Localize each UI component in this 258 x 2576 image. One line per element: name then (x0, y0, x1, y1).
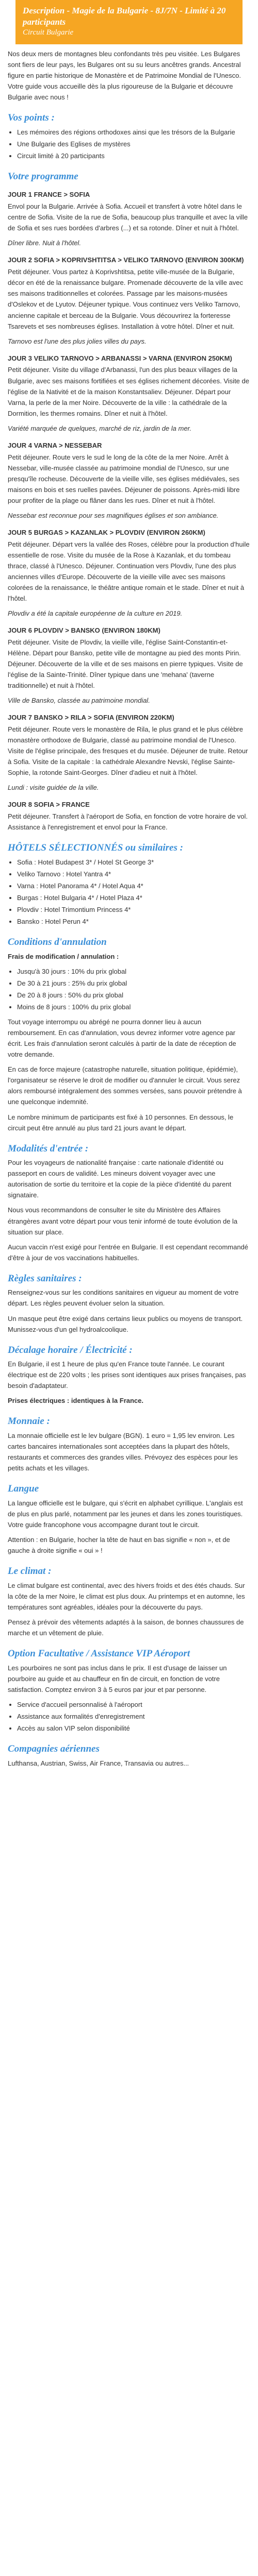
points-title: Vos points : (8, 112, 55, 123)
day-2-note: Tarnovo est l'une des plus jolies villes du pays. (8, 337, 147, 345)
conditions-list (8, 966, 250, 1012)
day-3-note: Variété marquée de quelques, marché de riz, jardin de la mer. (8, 424, 192, 432)
day-5-note: Plovdiv a été la capitale européenne de la culture en 2019. (8, 609, 183, 618)
langue-text: La langue officielle est le bulgare, qui s'écrit en alphabet cyrillique. L'anglais est de plus en plus parlé, notamment par les jeunes et dans les zones touristiques. Votre guide francophone vous accompagne durant tout le circuit. (8, 1499, 243, 1529)
day-6-title: JOUR 6 PLOVDIV > BANSKO (ENVIRON 180KM) (8, 626, 160, 635)
page-title: Description - Magie de la Bulgarie - 8J/7N - Limité à 20 participants (23, 6, 226, 27)
day-8-text: Petit déjeuner. Transfert à l'aéroport de Sofia, en fonction de votre horaire de vol. Assistance à l'enregistrement et envol pour la France. (8, 812, 248, 832)
regles-text: Renseignez-vous sur les conditions sanitaires en vigueur au moment de votre départ. Les règles peuvent évoluer selon la situation. (8, 1289, 239, 1308)
climat-text-2: Pensez à prévoir des vêtements adaptés à la saison, de bonnes chaussures de marche et un vêtement de pluie. (8, 1618, 244, 1637)
conditions-text-3: Le nombre minimum de participants est fixé à 10 personnes. En dessous, le circuit peut être annulé au plus tard 21 jours avant le départ. (8, 1113, 234, 1132)
day-5-title: JOUR 5 BURGAS > KAZANLAK > PLOVDIV (ENVIRON 260KM) (8, 528, 205, 536)
langue-title: Langue (8, 1483, 39, 1495)
list-item: • De 20 à 8 jours : 50% du prix global (17, 990, 250, 1001)
modalites-text-2: Nous vous recommandons de consulter le site du Ministère des Affaires étrangères avant votre départ pour vous tenir informé de toute évolution de la situation sur place. (8, 1206, 238, 1236)
modalites-text-3: Aucun vaccin n'est exigé pour l'entrée en Bulgarie. Il est cependant recommandé d'être à jour de vos vaccinations habituelles. (8, 1243, 249, 1262)
day-1-text: Envol pour la Bulgarie. Arrivée à Sofia. Accueil et transfert à votre hôtel dans le centre de Sofia. Visite de la rue de Sofia, beaucoup plus tranquille et avec la ville de Sofia et ses rues bordées d'arbres (...) et sa rotonde. Dîner et nuit à l'hôtel. (8, 202, 248, 232)
day-2-text: Petit déjeuner. Vous partez à Koprivshtitsa, petite ville-musée de la Bulgarie, décor en été de la renaissance bulgare. Promenade découverte de la ville avec ses maisons traditionnelles et colorées. Passage par les maisons-musées d'Oslekov et de Lyutov. Déjeuner typique. Vous continuez vers Veliko Tarnovo, ancienne capitale et berceau de la Bulgarie. Vous découvrirez la forteresse Tsarevets et ses nombreuses églises. Installation à votre hôtel. Dîner et nuit. (8, 268, 244, 330)
day-7-title: JOUR 7 BANSKO > RILA > SOFIA (ENVIRON 220KM) (8, 714, 174, 722)
list-item: • Circuit limité à 20 participants (17, 150, 250, 161)
pourboires-text: Les pourboires ne sont pas inclus dans le prix. Il est d'usage de laisser un pourboire au guide et au chauffeur en fin de circuit, en fonction de votre satisfaction. Comptez environ 3 à 5 euros par jour et par personne. (8, 1664, 227, 1693)
decalage-text-2: Prises électriques : identiques à la France. (8, 1397, 143, 1405)
decalage-text: En Bulgarie, il est 1 heure de plus qu'en France toute l'année. Le courant électrique est de 220 volts ; les prises sont identiques aux prises françaises, pas besoin d'adaptateur. (8, 1360, 246, 1390)
hotel-item: • Varna : Hotel Panorama 4* / Hotel Aqua 4* (17, 880, 250, 891)
list-item: • Assistance aux formalités d'enregistrement (17, 1711, 250, 1722)
page-subtitle: Circuit Bulgarie (23, 28, 74, 37)
modalites-title: Modalités d'entrée : (8, 1143, 89, 1154)
day-4-title: JOUR 4 VARNA > NESSEBAR (8, 441, 102, 449)
monnaie-text: La monnaie officielle est le lev bulgare (BGN). 1 euro = 1,95 lev environ. Les cartes bancaires internationales sont acceptées dans la plupart des hôtels, restaurants et commerces des grandes villes. Prévoyez des espèces pour les petits achats et les villages. (8, 1432, 238, 1472)
list-item: • Moins de 8 jours : 100% du prix global (17, 1002, 250, 1012)
hotels-list (8, 857, 250, 927)
day-3-text: Petit déjeuner. Visite du village d'Arbanassi, l'un des plus beaux villages de la Bulgarie, avec ses maisons fortifiées et ses églises richement décorées. Visite de l'église de la Nativité et de la maison Konstantsaliev. Déjeuner. Départ pour Varna, la perle de la mer Noire. Découverte de la ville : la cathédrale de la Dormition, les thermes romains. Dîner et nuit à l'hôtel. (8, 366, 249, 417)
day-2-title: JOUR 2 SOFIA > KOPRIVSHTITSA > VELIKO TARNOVO (ENVIRON 300KM) (8, 256, 244, 264)
list-item: • Une Bulgarie des Eglises de mystères (17, 139, 250, 149)
day-3-title: JOUR 3 VELIKO TARNOVO > ARBANASSI > VARNA (ENVIRON 250KM) (8, 354, 232, 362)
content (8, 48, 250, 1769)
conditions-intro: Frais de modification / annulation : (8, 952, 119, 960)
monnaie-title: Monnaie : (8, 1416, 50, 1427)
points-list (8, 127, 250, 161)
regles-title: Règles sanitaires : (8, 1273, 82, 1284)
intro-text: Nos deux mers de montagnes bleu confondants très peu visitée. Les Bulgares sont fiers de leur pays, les Bulgares ont su su leurs ancêtres grands. Ancestral figure en partie historique de Monastère et de Patrimoine Mondial de l'Unesco. Votre guide vous accueille dès la plus rigoureuse de la Bulgarie et découvre Bulgarie avec nous ! (8, 49, 241, 101)
decalage-title: Décalage horaire / Électricité : (8, 1344, 133, 1355)
day-1-title: JOUR 1 FRANCE > SOFIA (8, 191, 90, 199)
day-4-note: Nessebar est reconnue pour ses magnifiques églises et son ambiance. (8, 511, 219, 519)
compagnies-title: Compagnies aériennes (8, 1743, 100, 1755)
pourboires-list (8, 1699, 250, 1734)
day-6-text: Petit déjeuner. Visite de Plovdiv, la vieille ville, l'église Saint-Constantin-et-Hélène. Départ pour Bansko, petite ville de montagne au pied des monts Pirin. Déjeuner. Découverte de la ville et de ses maisons en pierre typiques. Visite de l'église de la Sainte-Trinité. Dîner typique dans une 'mehana' (taverne traditionnelle) et nuit à l'hôtel. (8, 638, 243, 690)
list-item: • Jusqu'à 30 jours : 10% du prix global (17, 966, 250, 977)
list-item: • Les mémoires des régions orthodoxes ainsi que les trésors de la Bulgarie (17, 127, 250, 138)
pourboires-title: Option Facultative / Assistance VIP Aéroport (8, 1648, 190, 1659)
climat-title: Le climat : (8, 1566, 52, 1577)
day-7-text: Petit déjeuner. Route vers le monastère de Rila, le plus grand et le plus célèbre monastère orthodoxe de Bulgarie, classé au patrimoine mondial de l'Unesco. Visite de l'église principale, des fresques et du musée. Déjeuner de truite. Retour à Sofia. Visite de la capitale : la cathédrale Alexandre Nevski, l'église Sainte-Sophie, la rotonde Saint-Georges. Dîner d'adieu et nuit à l'hôtel. (8, 725, 248, 777)
compagnies-text: Lufthansa, Austrian, Swiss, Air France, Transavia ou autres... (8, 1759, 189, 1767)
day-6-note: Ville de Bansko, classée au patrimoine mondial. (8, 697, 150, 705)
list-item: • De 30 à 21 jours : 25% du prix global (17, 978, 250, 989)
hotel-item: • Burgas : Hotel Bulgaria 4* / Hotel Plaza 4* (17, 892, 250, 903)
list-item: • Service d'accueil personnalisé à l'aéroport (17, 1699, 250, 1710)
conditions-text: Tout voyage interrompu ou abrégé ne pourra donner lieu à aucun remboursement. En cas d'annulation, vous devrez informer votre agence par écrit. Les frais d'annulation seront calculés à partir de la date de réception de votre demande. (8, 1018, 236, 1059)
hotel-item: • Veliko Tarnovo : Hotel Yantra 4* (17, 869, 250, 879)
day-5-text: Petit déjeuner. Départ vers la vallée des Roses, célèbre pour la production d'huile essentielle de rose. Visite du musée de la Rose à Kazanlak, et du tombeau thrace, classé à l'Unesco. Déjeuner. Continuation vers Plovdiv, l'une des plus anciennes villes d'Europe. Découverte de la vieille ville avec ses maisons colorées de la renaissance, le théâtre antique romain et le stade. Dîner et nuit à l'hôtel. (8, 540, 250, 602)
conditions-text-2: En cas de force majeure (catastrophe naturelle, situation politique, épidémie), l'organisateur se réserve le droit de modifier ou d'annuler le circuit. Vous serez alors remboursé intégralement des sommes versées, sans pouvoir prétendre à une quelconque indemnité. (8, 1065, 242, 1106)
day-1-note: Dîner libre. Nuit à l'hôtel. (8, 239, 81, 247)
hotel-item: • Sofia : Hotel Budapest 3* / Hotel St George 3* (17, 857, 250, 868)
climat-text: Le climat bulgare est continental, avec des hivers froids et des étés chauds. Sur la côte de la mer Noire, le climat est plus doux. Au printemps et en automne, les températures sont agréables, idéales pour la découverte du pays. (8, 1581, 245, 1612)
hotels-title: HÔTELS SÉLECTIONNÉS ou similaires : (8, 842, 183, 854)
hotel-item: • Plovdiv : Hotel Trimontium Princess 4* (17, 904, 250, 915)
day-7-note: Lundi : visite guidée de la ville. (8, 784, 99, 792)
title-banner (15, 0, 243, 44)
day-8-title: JOUR 8 SOFIA > FRANCE (8, 801, 90, 809)
list-item: • Accès au salon VIP selon disponibilité (17, 1723, 250, 1734)
langue-text-2: Attention : en Bulgarie, hocher la tête de haut en bas signifie « non », et de gauche à droite signifie « oui » ! (8, 1536, 230, 1555)
regles-text-2: Un masque peut être exigé dans certains lieux publics ou moyens de transport. Munissez-vous d'un gel hydroalcoolique. (8, 1314, 243, 1333)
program-title: Votre programme (8, 171, 78, 182)
hotel-item: • Bansko : Hotel Perun 4* (17, 916, 250, 927)
modalites-text: Pour les voyageurs de nationalité française : carte nationale d'identité ou passeport en cours de validité. Les mineurs doivent voyager avec une autorisation de sortie du territoire et la copie de la pièce d'identité du parent signataire. (8, 1159, 232, 1199)
day-4-text: Petit déjeuner. Route vers le sud le long de la côte de la mer Noire. Arrêt à Nessebar, ville-musée classée au patrimoine mondial de l'Unesco, sur une presqu'île rocheuse. Découverte de la vieille ville, ses églises médiévales, ses maisons en bois et ses ruelles pavées. Déjeuner de poissons. Après-midi libre pour profiter de la plage ou flâner dans les rues. Dîner et nuit à l'hôtel. (8, 453, 240, 504)
conditions-title: Conditions d'annulation (8, 937, 107, 948)
